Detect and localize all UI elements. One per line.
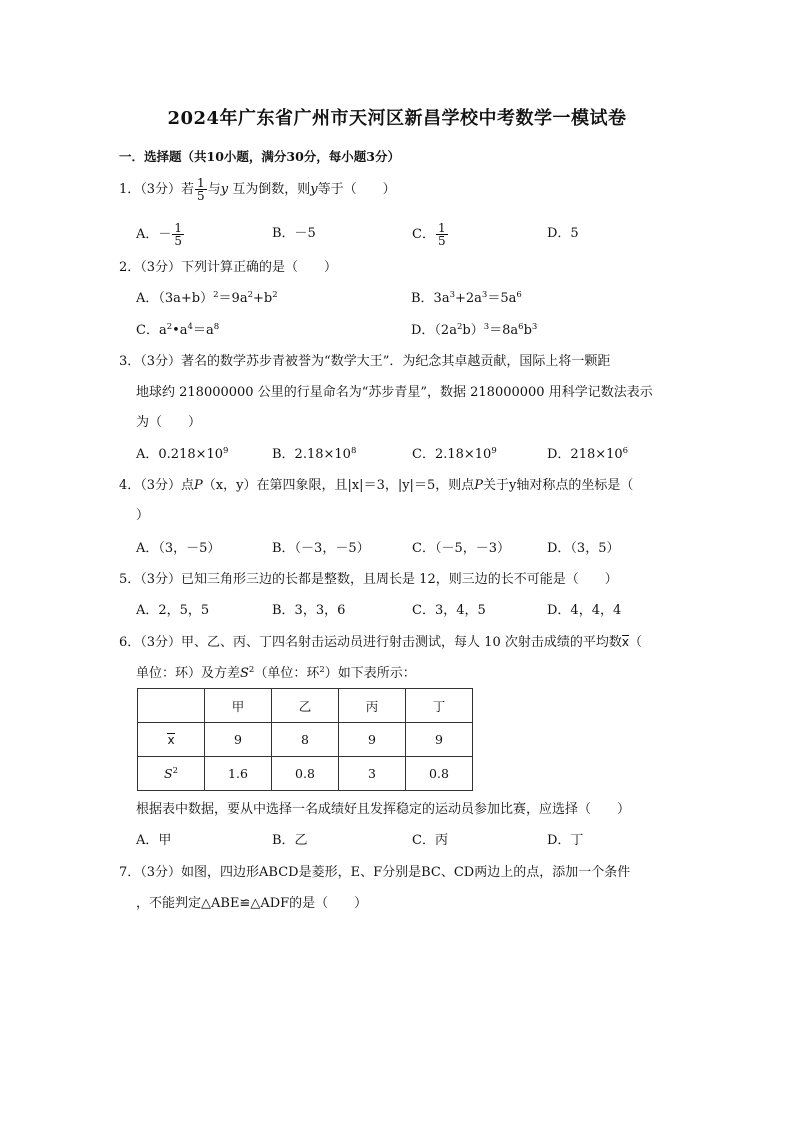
mean-symbol: x: [621, 635, 629, 649]
page-title: 2024年广东省广州市天河区新昌学校中考数学一模试卷: [167, 108, 627, 129]
table-cell: 8: [272, 723, 339, 757]
option-c: C．（－5，－3）: [412, 541, 510, 556]
table-cell: 0.8: [272, 757, 339, 791]
option-d: D．丁: [547, 833, 584, 848]
fraction: $\frac{1}{5}$: [197, 176, 205, 203]
question-2-options-row2: [136, 319, 696, 343]
table-header-cell: 丙: [339, 689, 406, 723]
question-6-line-1: 6．（3分）甲、乙、丙、丁四名射击运动员进行射击测试，每人 10 次射击成绩的平均数x（: [119, 635, 642, 650]
option-a: A．－ $\frac{1}{5}$: [136, 221, 183, 248]
row-label-mean: x: [138, 723, 205, 757]
option-a: A．$0.218\times 10^9$: [136, 446, 229, 462]
option-b: B．$3a^3+2a^3=5a^6$: [411, 290, 522, 306]
question-5-stem: 5．（3分）已知三角形三边的长都是整数，且周长是 12，则三边的长不可能是（ ）: [119, 572, 618, 587]
option-c: C．丙: [412, 833, 448, 848]
question-2-stem: 2．（3分）下列计算正确的是（ ）: [119, 260, 338, 275]
question-7-line-1: 7．（3分）如图，四边形ABCD是菱形，E、F分别是BC、CD两边上的点，添加一个条件: [119, 865, 631, 880]
table-cell: 9: [205, 723, 272, 757]
option-d: D．$(2a^2b)^3=8a^6b^3$: [411, 322, 538, 338]
table-row: [138, 757, 473, 791]
option-c: C．$2.18\times 10^9$: [412, 446, 497, 462]
question-4-line-2: ）: [136, 508, 150, 523]
option-a: A．$(3a+b)^2=9a^2+b^2$: [136, 290, 278, 306]
option-a: A．2，5，5: [136, 603, 210, 618]
question-3-line-1: 3．（3分）著名的数学苏步青被誉为“数学大王”．为纪念其卓越贡献，国际上将一颗距: [119, 354, 611, 369]
question-1-stem: 1．（3分）若 $\frac{1}{5}$ 与y 互为倒数，则y等于（ ）: [119, 176, 396, 203]
table-header-cell: 丁: [406, 689, 473, 723]
option-d: D．5: [547, 226, 579, 241]
option-c: C． $\frac{1}{5}$: [412, 221, 446, 248]
table-header-cell: [138, 689, 205, 723]
question-1-options: [136, 222, 696, 246]
row-label-variance: $S^2$: [138, 757, 205, 791]
option-c: C．$a^2•a^4=a^8$: [136, 322, 220, 338]
option-b: B．－5: [272, 226, 316, 241]
question-6-line-2: 单位：环）及方差$S^2$（单位：环$^2$）如下表所示：: [136, 665, 416, 681]
option-d: D．4，4，4: [547, 603, 622, 618]
table-header-row: [138, 689, 473, 723]
table-cell: 9: [406, 723, 473, 757]
table-cell: 1.6: [205, 757, 272, 791]
option-c: C．3，4，5: [412, 603, 486, 618]
question-6-after-table: 根据表中数据，要从中选择一名成绩好且发挥稳定的运动员参加比赛，应选择（ ）: [136, 802, 631, 817]
question-4-line-1: 4．（3分）点P（x，y）在第四象限，且|x|＝3，|y|＝5，则点P关于y轴对称点的坐标是（: [119, 478, 634, 493]
option-a: A．甲: [136, 833, 172, 848]
table-header-cell: 甲: [205, 689, 272, 723]
option-b: B．乙: [272, 833, 308, 848]
section-heading: 一．选择题（共10小题，满分30分，每小题3分）: [119, 149, 400, 164]
question-3-options: [136, 443, 696, 467]
option-a: A．（3，－5）: [136, 541, 221, 556]
question-3-line-3: 为（ ）: [136, 415, 202, 430]
scores-table: [137, 688, 473, 791]
table-row: [138, 723, 473, 757]
question-7-line-2: ，不能判定△ABE≌△ADF的是（ ）: [136, 896, 368, 911]
option-b: B．（－3，－5）: [272, 541, 370, 556]
question-3-line-2: 地球约 218000000 公里的行星命名为“苏步青星”，数据 218000000 用科学记数法表示: [136, 385, 653, 400]
table-cell: 3: [339, 757, 406, 791]
option-d: D．$218\times 10^6$: [547, 446, 629, 462]
option-d: D．（3，5）: [547, 541, 620, 556]
question-4-options: [136, 537, 696, 561]
question-6-options: [136, 829, 696, 853]
question-5-options: [136, 599, 696, 623]
table-cell: 9: [339, 723, 406, 757]
option-b: B．3，3，6: [272, 603, 346, 618]
table-header-cell: 乙: [272, 689, 339, 723]
question-2-options-row1: [136, 287, 696, 311]
table-cell: 0.8: [406, 757, 473, 791]
option-b: B．$2.18\times 10^8$: [272, 446, 357, 462]
